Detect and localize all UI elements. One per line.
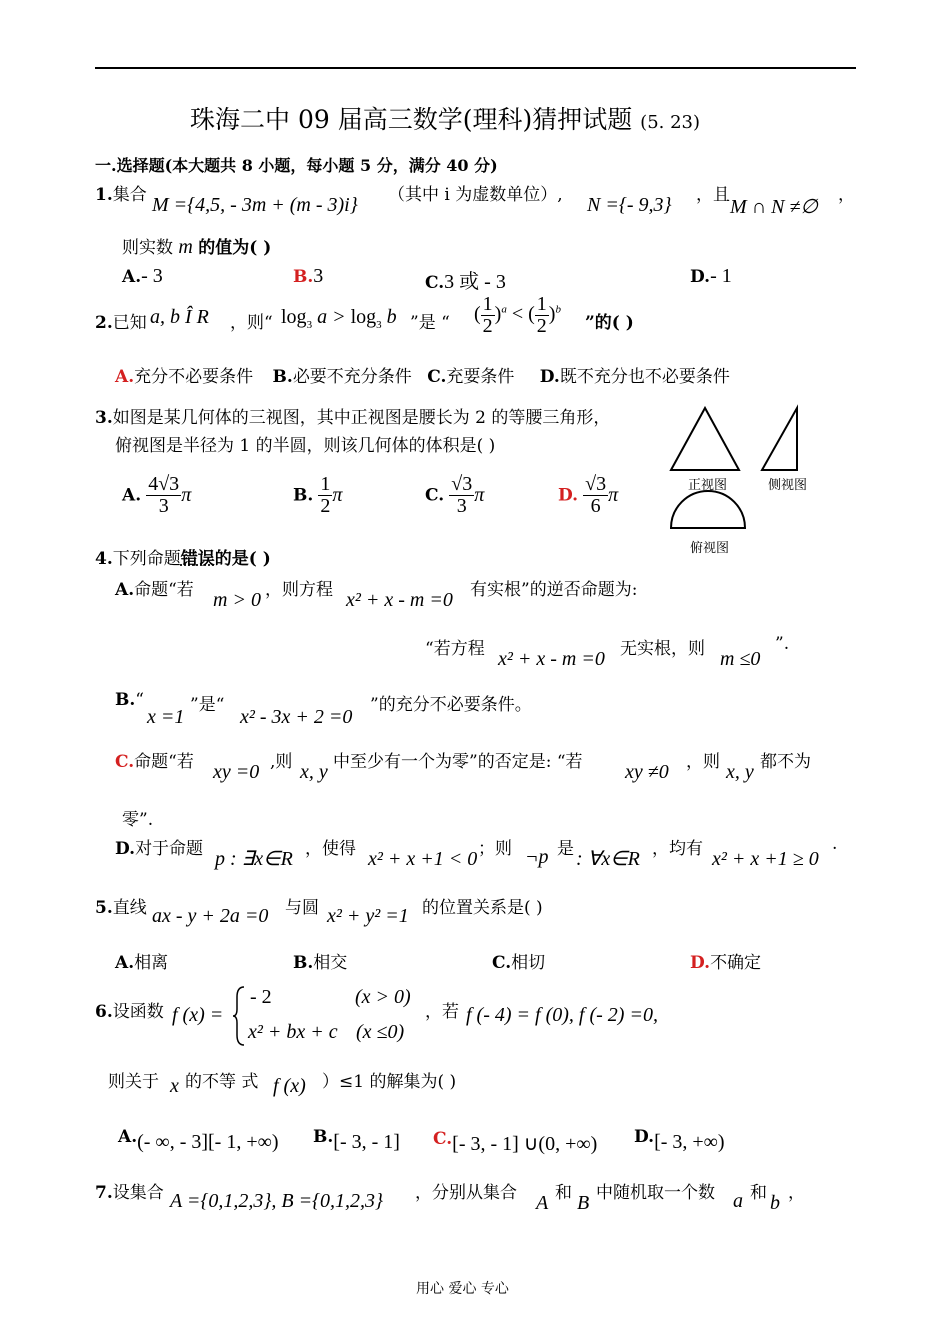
q1-option-c[interactable] bbox=[425, 265, 506, 294]
q6-line2: 则关于 bbox=[108, 1072, 159, 1092]
q2-line1 bbox=[95, 308, 147, 333]
q4-b-label: B.“ bbox=[115, 690, 144, 710]
q6-fx: f (x) = bbox=[172, 1004, 224, 1026]
q6-x: x bbox=[170, 1075, 179, 1097]
q4-d-eq: x² + x +1 < 0 bbox=[368, 848, 478, 870]
q2-shi: ”是 “ bbox=[410, 313, 450, 333]
q7-end: ， bbox=[788, 1183, 805, 1203]
q7-line1: 7.设集合 bbox=[95, 1183, 164, 1203]
front-view-triangle bbox=[671, 408, 739, 470]
q4-d-label: D.对于命题 bbox=[115, 839, 204, 859]
q7-he2: 和 bbox=[750, 1183, 767, 1203]
q2-ze: ，则“ bbox=[230, 313, 273, 333]
q2-exp-compare: ( $\frac{1}{2}$ )$^a$ < ( $\frac{1}{2}$ )$^b$ bbox=[474, 293, 561, 337]
q4-a-5: 无实根，则 bbox=[620, 639, 705, 659]
q7-a: a bbox=[733, 1190, 743, 1212]
q5-number: 5. bbox=[95, 898, 113, 918]
side-view-triangle bbox=[762, 408, 797, 470]
q6-number: 6. bbox=[95, 1002, 113, 1022]
q1-line2 bbox=[122, 233, 271, 259]
q4-a-m2: m ≤0 bbox=[720, 648, 761, 670]
q1-qie: ，且 bbox=[696, 185, 730, 205]
q4-b-3: ”的充分不必要条件。 bbox=[370, 695, 532, 715]
title-text: 珠海二中 09 届高三数学(理科)猜押试题 bbox=[190, 105, 633, 134]
q4-a-m: m > 0 bbox=[213, 589, 261, 611]
q6-fx2: f (x) bbox=[273, 1075, 306, 1097]
q6-cond2: (x ≤0) bbox=[356, 1021, 405, 1043]
q2-option-d[interactable]: D.既不充分也不必要条件 bbox=[539, 367, 730, 387]
q1-option-a-value: - 3 bbox=[141, 265, 163, 287]
q3-line2 bbox=[115, 431, 495, 456]
q6-condition: f (- 4) = f (0), f (- 2) =0, bbox=[466, 1004, 658, 1026]
q3-side-view-label: 侧视图 bbox=[768, 478, 808, 493]
q2-option-b[interactable]: B.必要不充分条件 bbox=[272, 367, 412, 387]
q4-a-eq2: x² + x - m =0 bbox=[498, 648, 605, 670]
q6-option-b[interactable]: B.[- 3, - 1] bbox=[313, 1127, 400, 1153]
q6-l2b: 的不等 式 bbox=[185, 1072, 259, 1092]
q5-mid: 与圆 bbox=[285, 898, 319, 918]
q4-wrong-emphasis: 错误 bbox=[180, 549, 215, 569]
q1-line2b: 的值为( ) bbox=[198, 238, 272, 258]
q4-number: 4. bbox=[95, 549, 113, 569]
q4-a-2: ，则方程 bbox=[265, 580, 333, 600]
q4-d-3: ；则 bbox=[478, 839, 512, 859]
q3-option-d-frac: $\frac{√3}{6}$ bbox=[585, 473, 607, 517]
q4-c-2: ,则 bbox=[270, 752, 293, 772]
q3-line2-text: 俯视图是半径为 1 的半圆，则该几何体的体积是( ) bbox=[115, 436, 496, 456]
q5-option-b[interactable]: B.相交 bbox=[293, 953, 348, 973]
q2-half-1: $\frac{1}{2}$ bbox=[482, 293, 493, 337]
q4-c-4: ，则 bbox=[686, 752, 720, 772]
q2-options bbox=[115, 362, 730, 387]
q4-b-x: x =1 bbox=[147, 706, 185, 728]
q2-log2-base: 3 bbox=[376, 319, 382, 331]
q7-sets: A ={0,1,2,3}, B ={0,1,2,3} bbox=[170, 1190, 384, 1212]
q4-a-eq: x² + x - m =0 bbox=[346, 589, 453, 611]
q1-option-b-value: 3 bbox=[313, 265, 324, 287]
q2-log1: log bbox=[281, 306, 307, 328]
q2-ab: a, b Î R bbox=[150, 306, 209, 328]
q1-option-c-value: 3 或 - 3 bbox=[444, 271, 506, 293]
q4-d-p: p : ∃x∈R bbox=[215, 848, 293, 870]
q1-set-n: N ={- 9,3} bbox=[587, 194, 672, 216]
q6-piecewise-brace bbox=[232, 985, 246, 1047]
q2-half-2: $\frac{1}{2}$ bbox=[536, 293, 547, 337]
q6-case2: x² + bx + c bbox=[248, 1021, 338, 1043]
q4-a-6: ”. bbox=[775, 634, 790, 654]
q6-l2c: ）≤1 的解集为( ) bbox=[322, 1072, 457, 1092]
q3-option-d[interactable]: D. $\frac{√3}{6}$ π bbox=[558, 473, 619, 517]
q2-a-gt: a > bbox=[317, 306, 346, 328]
q2-exp-a: a bbox=[501, 303, 507, 316]
q1-option-d-label: D. bbox=[690, 267, 711, 287]
q4-c-xy4: x, y bbox=[726, 761, 754, 783]
top-view-semicircle bbox=[671, 491, 745, 528]
q2-lt: < bbox=[511, 303, 524, 326]
q5-line1: 5.直线 bbox=[95, 898, 147, 918]
q2-number: 2. bbox=[95, 313, 113, 333]
section-header: 一.选择题(本大题共 8 小题，每小题 5 分，满分 40 分) bbox=[95, 156, 498, 175]
q2-intro: 已知 bbox=[112, 313, 147, 333]
q2-log-expr bbox=[281, 306, 397, 331]
q2-b: b bbox=[386, 306, 397, 328]
q2-option-c[interactable]: C.充要条件 bbox=[427, 367, 515, 387]
q4-c-xy2: x, y bbox=[300, 761, 328, 783]
q3-option-c[interactable]: C. $\frac{√3}{3}$ π bbox=[425, 473, 485, 517]
q4-c-5: 都不为 bbox=[760, 752, 811, 772]
header-rule bbox=[95, 67, 856, 69]
q1-option-c-label: C. bbox=[425, 273, 445, 293]
q4-c-xy3: xy ≠0 bbox=[625, 761, 669, 783]
q1-paren: （其中 i 为虚数单位）, bbox=[388, 185, 563, 205]
q4-d-2: ，使得 bbox=[305, 839, 356, 859]
q1-intro: 集合 bbox=[112, 185, 147, 205]
q5-option-c[interactable]: C.相切 bbox=[492, 953, 546, 973]
q2-log2: log bbox=[350, 306, 377, 328]
title-date: (5. 23) bbox=[640, 112, 701, 133]
q4-c-3: 中至少有一个为零”的否定是: “若 bbox=[333, 752, 583, 772]
q7-set-b: B bbox=[577, 1192, 590, 1214]
q4-d-np: ¬p bbox=[525, 846, 549, 868]
q6-option-d[interactable]: D.[- 3, +∞) bbox=[634, 1127, 725, 1153]
q6-case1: - 2 bbox=[250, 986, 272, 1008]
q3-top-view-label: 俯视图 bbox=[690, 541, 730, 556]
q4-d-eq2: x² + x +1 ≥ 0 bbox=[712, 848, 819, 870]
q4-line1: 4.下列命题错误的是( ) bbox=[95, 549, 271, 569]
q2-exp-b: b bbox=[555, 303, 561, 316]
q4-a-4: “若方程 bbox=[425, 639, 485, 659]
q5-option-d[interactable]: D.不确定 bbox=[690, 953, 762, 973]
page-footer: 用心 爱心 专心 bbox=[416, 1281, 509, 1297]
q6-cond1: (x > 0) bbox=[355, 986, 411, 1008]
page-title bbox=[190, 100, 700, 136]
q2-log1-base: 3 bbox=[306, 319, 313, 331]
q4-c-label: C.命题“若 bbox=[115, 752, 194, 772]
q1-set-m: M ={4,5, - 3m + (m - 3)i} bbox=[152, 194, 358, 216]
q1-option-d-value: - 1 bbox=[710, 265, 732, 287]
q4-c-6: 零”. bbox=[122, 810, 154, 830]
q7-set-a: A bbox=[536, 1192, 549, 1214]
q6-option-c[interactable]: C.[- 3, - 1] ∪(0, +∞) bbox=[433, 1129, 598, 1155]
q5-tail: 的位置关系是( ) bbox=[422, 898, 543, 918]
q5-circle-eq: x² + y² =1 bbox=[327, 905, 409, 927]
q4-d-5: ，均有 bbox=[652, 839, 703, 859]
q7-t1: ，分别从集合 bbox=[415, 1183, 517, 1203]
q1-option-b-label: B. bbox=[293, 267, 314, 287]
q1-option-a-label: A. bbox=[122, 267, 142, 287]
q5-line-eq: ax - y + 2a =0 bbox=[152, 905, 269, 927]
q7-b: b bbox=[770, 1192, 780, 1214]
q3-line1-text: 如图是某几何体的三视图，其中正视图是腰长为 2 的等腰三角形， bbox=[112, 408, 611, 428]
q7-number: 7. bbox=[95, 1183, 113, 1203]
q1-option-b[interactable] bbox=[293, 265, 323, 288]
q1-m-var: m bbox=[178, 236, 193, 258]
q1-number: 1. bbox=[95, 185, 113, 205]
q3-option-a[interactable]: A. $\frac{4√3}{3}$ π bbox=[122, 473, 192, 517]
q3-option-a-frac: $\frac{4√3}{3}$ bbox=[148, 473, 180, 517]
q3-number: 3. bbox=[95, 408, 113, 428]
q6-option-a[interactable]: A.(- ∞, - 3][- 1, +∞) bbox=[118, 1127, 279, 1153]
q4-d-all: : ∀x∈R bbox=[576, 848, 640, 870]
q5-option-a[interactable]: A.相离 bbox=[115, 953, 169, 973]
q4-a-label: A.命题“若 bbox=[115, 580, 194, 600]
q7-t2: 中随机取一个数 bbox=[596, 1183, 715, 1203]
q4-b-eq: x² - 3x + 2 =0 bbox=[240, 706, 353, 728]
q2-option-a[interactable]: A.充分不必要条件 bbox=[115, 367, 254, 387]
q4-d-6: . bbox=[832, 834, 838, 854]
q2-de: ”的( ) bbox=[585, 313, 634, 333]
q6-line1: 6.设函数 bbox=[95, 1002, 164, 1022]
q1-line2a: 则实数 bbox=[122, 238, 173, 258]
q7-he: 和 bbox=[555, 1183, 572, 1203]
q6-ruo: ，若 bbox=[425, 1002, 459, 1022]
q1-comma: ， bbox=[838, 185, 855, 205]
q4-d-4: 是 bbox=[557, 839, 574, 859]
q3-line1 bbox=[95, 403, 610, 428]
q3-front-view-label: 正视图 bbox=[688, 478, 728, 493]
q3-option-b-frac: $\frac{1}{2}$ bbox=[320, 473, 331, 517]
q3-option-b[interactable]: B. $\frac{1}{2}$ π bbox=[293, 473, 343, 517]
q1-option-a[interactable] bbox=[122, 265, 163, 288]
q1-line1 bbox=[95, 180, 147, 205]
q3-option-c-frac: $\frac{√3}{3}$ bbox=[451, 473, 473, 517]
q1-option-d[interactable] bbox=[690, 265, 732, 288]
q4-c-xy: xy =0 bbox=[213, 761, 260, 783]
q4-b-2: ”是“ bbox=[190, 695, 225, 715]
q4-a-3: 有实根”的逆否命题为: bbox=[470, 580, 638, 600]
q1-condition: M ∩ N ≠∅ bbox=[730, 196, 818, 218]
